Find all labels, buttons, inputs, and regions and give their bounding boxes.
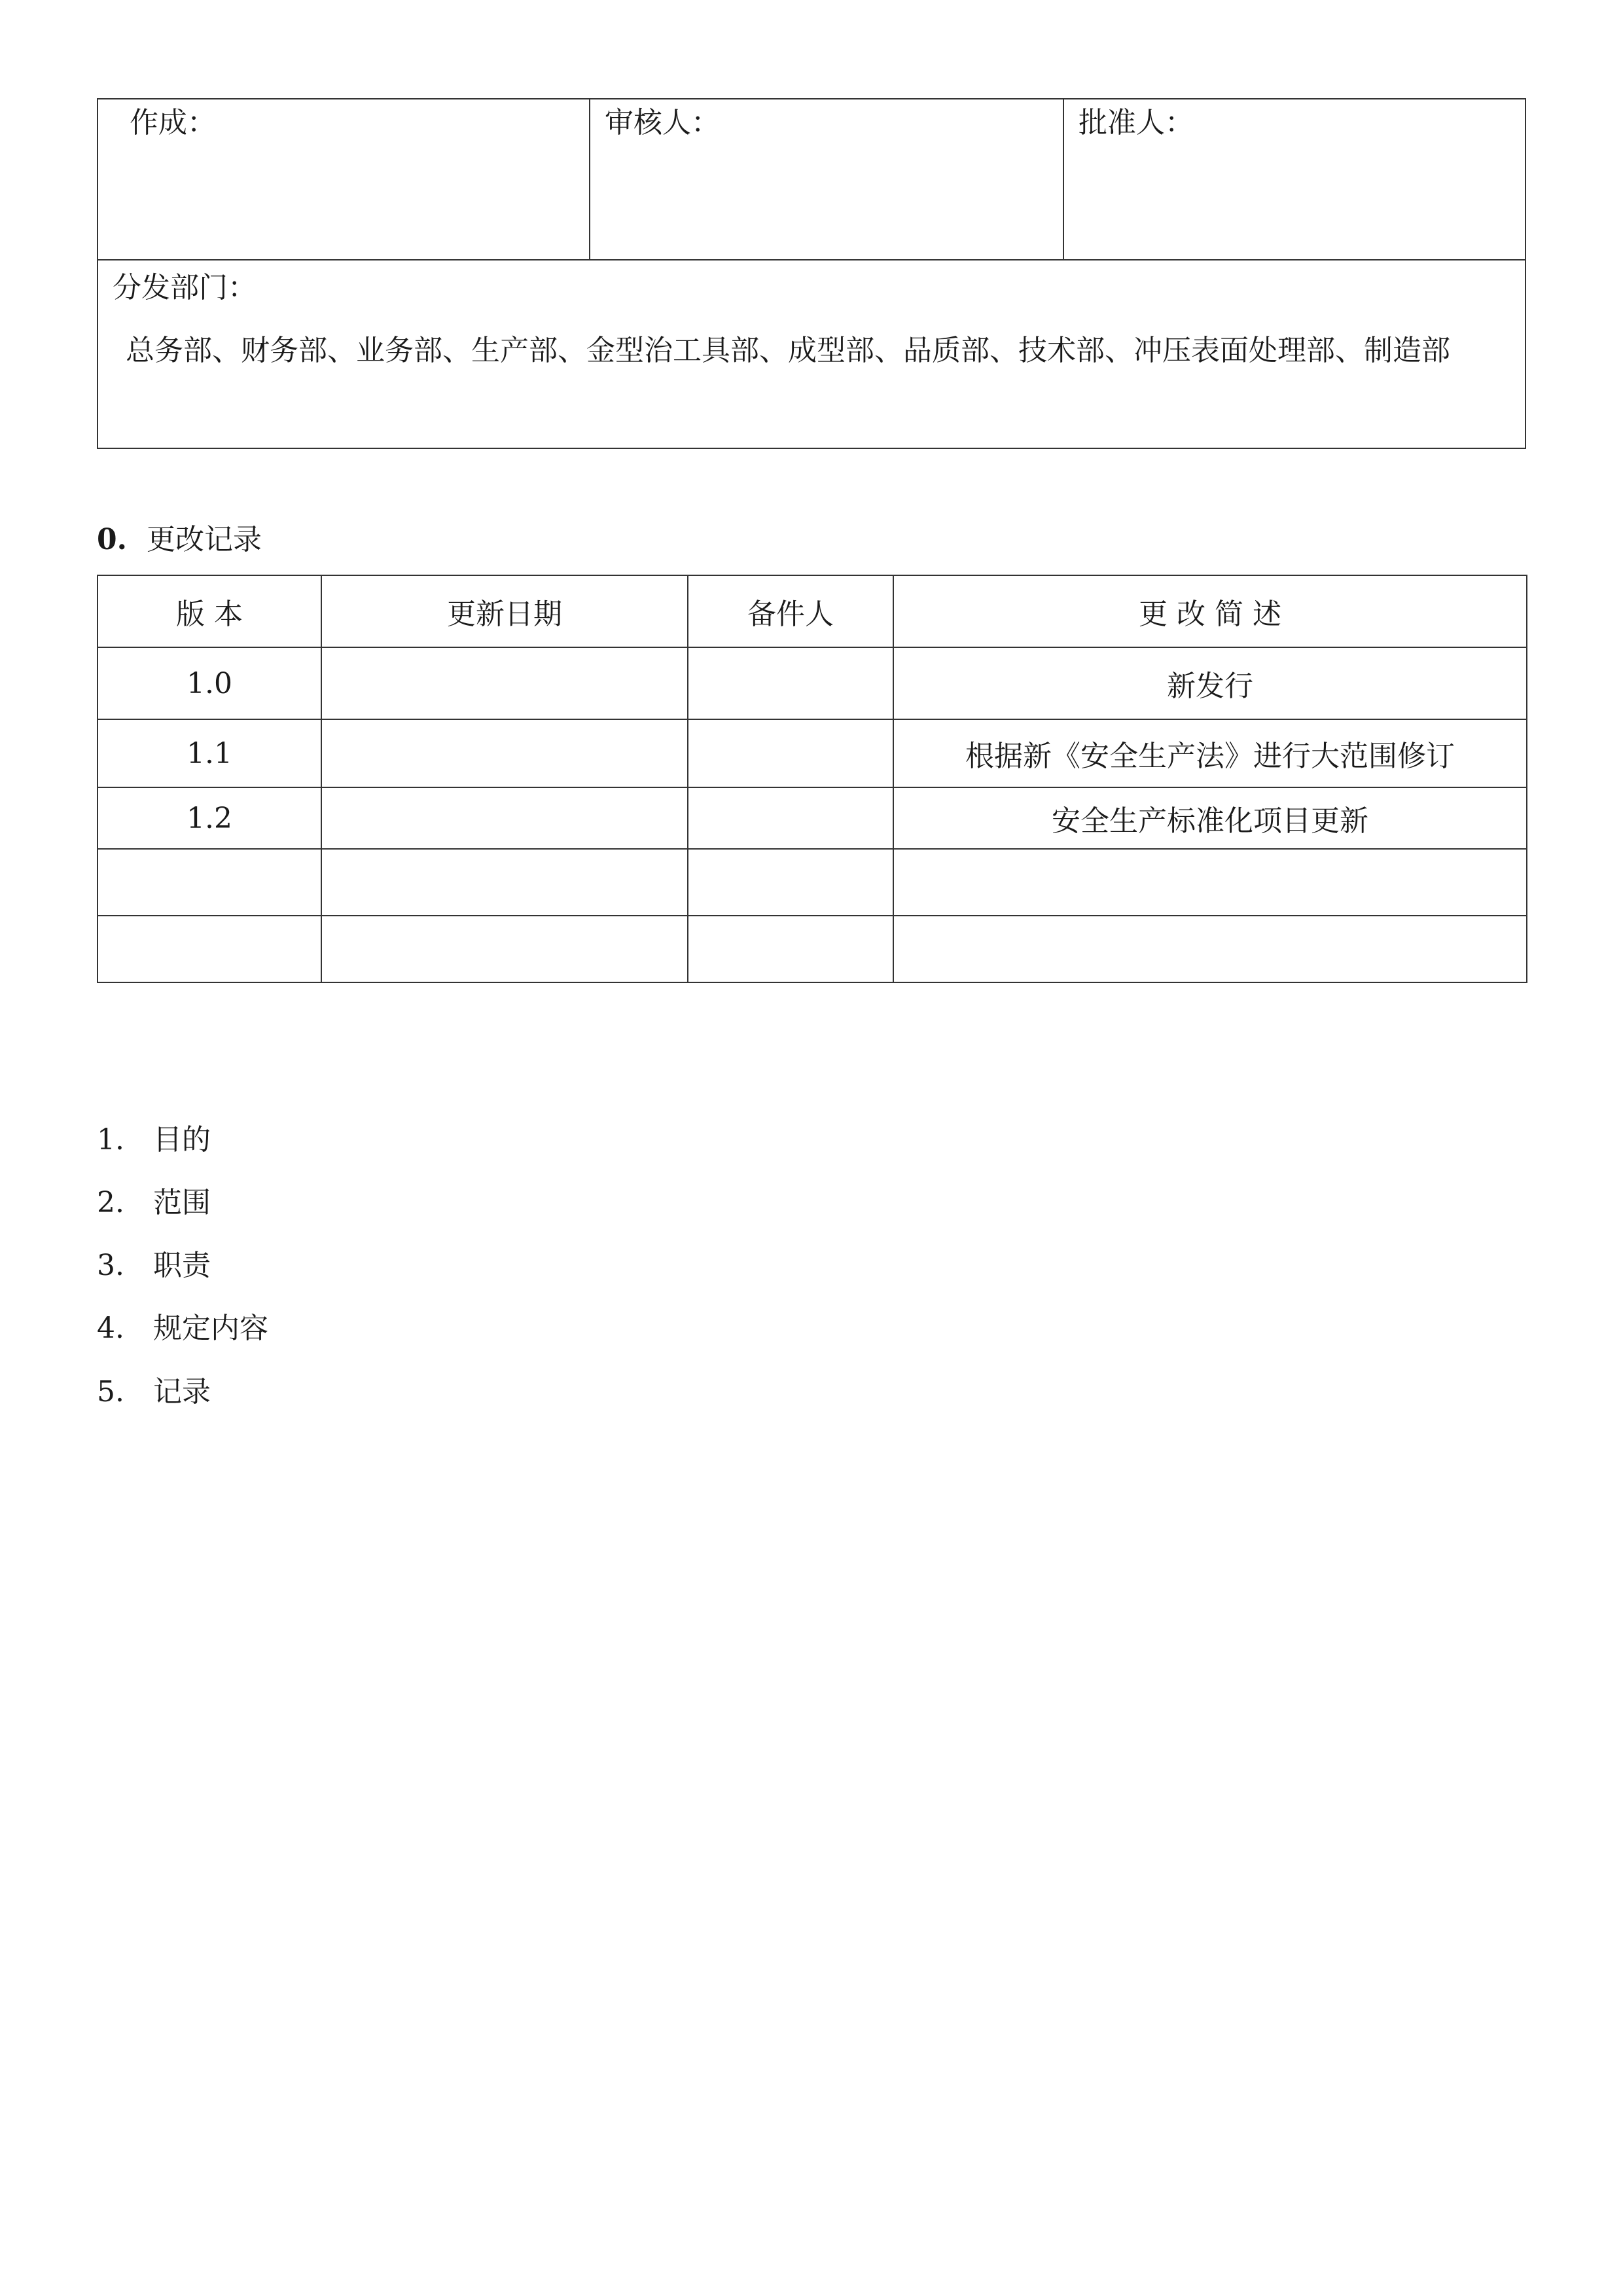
cell-summary (893, 849, 1527, 916)
toc-title: 记录 (153, 1375, 211, 1408)
toc-item (97, 1183, 211, 1223)
toc-number: 1. (97, 1123, 124, 1157)
approver-cell (1063, 99, 1525, 260)
approver-label: 批准人： (1079, 106, 1194, 139)
cell-person (688, 787, 893, 849)
cell-person (688, 849, 893, 916)
toc-item (97, 1309, 268, 1348)
cell-version (98, 849, 321, 916)
cell-version: 1.1 (98, 719, 321, 787)
cell-person (688, 647, 893, 719)
distribution-label: 分发部门： (113, 271, 257, 304)
toc-item (97, 1372, 211, 1412)
reviewer-label: 审核人： (605, 106, 720, 139)
distribution-departments: 总务部、财务部、业务部、生产部、金型治工具部、成型部、品质部、技术部、冲压表面处理部、制造部 (126, 334, 1450, 367)
cell-person (688, 916, 893, 982)
cell-version: 1.2 (98, 787, 321, 849)
toc-title: 规定内容 (153, 1312, 268, 1345)
cell-summary: 安全生产标准化项目更新 (893, 787, 1527, 849)
table-row (98, 849, 1527, 916)
cell-date (321, 647, 688, 719)
cell-date (321, 719, 688, 787)
table-row (98, 719, 1527, 787)
toc-item (97, 1121, 211, 1160)
distribution-cell (98, 260, 1525, 448)
toc-number: 4. (97, 1312, 124, 1345)
author-cell (98, 99, 590, 260)
header-summary: 更 改 简 述 (893, 575, 1527, 647)
section-number: 0. (97, 523, 127, 556)
table-row (98, 916, 1527, 982)
cell-person (688, 719, 893, 787)
cell-version (98, 916, 321, 982)
cell-summary (893, 916, 1527, 982)
header-date: 更新日期 (321, 575, 688, 647)
toc-item (97, 1246, 211, 1285)
cell-date (321, 849, 688, 916)
toc-number: 2. (97, 1186, 124, 1219)
header-version: 版 本 (98, 575, 321, 647)
cell-summary: 根据新《安全生产法》进行大范围修订 (893, 719, 1527, 787)
toc-title: 范围 (153, 1186, 211, 1219)
cell-date (321, 916, 688, 982)
author-label: 作成： (130, 106, 216, 139)
toc-title: 职责 (153, 1249, 211, 1282)
table-row (98, 787, 1527, 849)
section-title: 更改记录 (147, 523, 262, 556)
cell-version: 1.0 (98, 647, 321, 719)
toc-title: 目的 (153, 1123, 211, 1157)
change-record-heading (97, 520, 262, 560)
change-record-table (97, 575, 1527, 983)
cell-summary: 新发行 (893, 647, 1527, 719)
toc-number: 5. (97, 1375, 124, 1408)
table-header-row (98, 575, 1527, 647)
approval-table (97, 98, 1526, 449)
cell-date (321, 787, 688, 849)
table-row (98, 647, 1527, 719)
reviewer-cell (590, 99, 1063, 260)
header-person: 备件人 (688, 575, 893, 647)
toc-number: 3. (97, 1249, 124, 1282)
